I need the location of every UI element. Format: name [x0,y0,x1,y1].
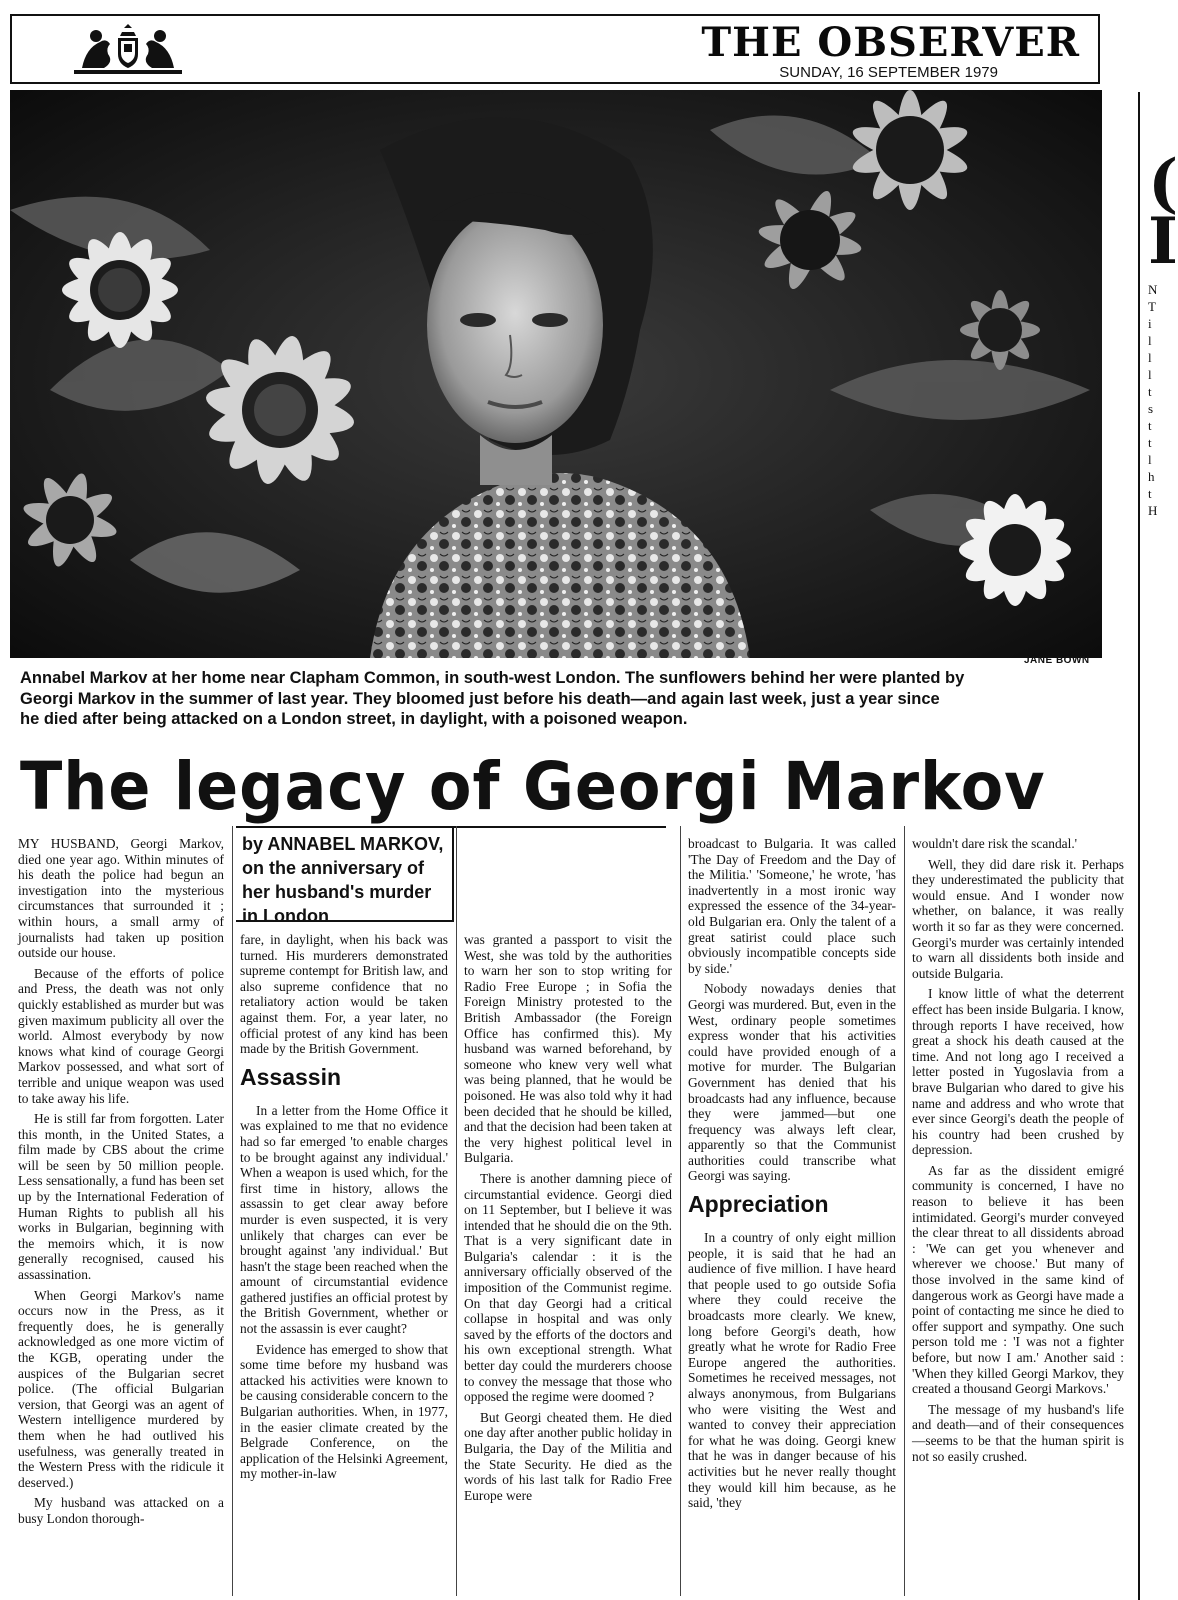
paragraph: was granted a passport to visit the West, she was told by the authorities to warn her son to stop writing for Radio Free Europe ; in Sofia the Foreign Ministry protested to the British Ambassador (the Foreign Office has confirmed this). My husband was warned beforehand, by someone who knew very well what was being planned, that he would be poisoned. He was also told why it had been decided that he should be killed, and that the decision had been taken at the very highest political level in Bulgaria. [464,932,672,1166]
fragment-char: t [1148,418,1152,433]
fragment-glyph: I [1148,204,1178,279]
paragraph: Nobody nowadays denies that Georgi was murdered. But, even in the West, ordinary people sometimes express wonder that his activities could have provided enough of a motive for murder. The Bulgarian Government has denied that his broadcasts had any influence, because they were jammed—but one frequency was always left clear, apparently so that the Communist authorities could transcribe what Georgi was saying. [688,981,896,1184]
paragraph: There is another damning piece of circumstantial evidence. Georgi died on 11 September, but I believe it was intended that he should die on the 9th. That is a very significant date in Bulgaria's calendar : it is the anniversary officially observed of the imposition of the Communist regime. On that day Georgi had a critical collapse in hospital and was only saved by the efforts of the doctors and his own exceptional strength. What better day could the murderers choose to convey the message that those who opposed the regime were doomed ? [464,1170,672,1405]
paragraph: The message of my husband's life and death—and of their consequences—seems to be that the human spirit is not so easily crushed. [912,1401,1124,1464]
article-column-4 [688,836,896,1516]
newspaper-title: THE OBSERVER [701,19,1080,66]
fragment-char: h [1148,469,1155,484]
fragment-char: t [1148,384,1152,399]
masthead [10,14,1100,84]
column-rule [904,826,905,1596]
fragment-char: N [1148,282,1158,297]
section-subheading: Assassin [240,1063,342,1090]
paragraph: He is still far from forgotten. Later this month, in the United States, a film made by CBS about the crime will be seen by 50 million people. Less sensationally, a fund has been set up by the International Federation of Human Rights to publish all his works in Bulgarian, beginning with the memoirs which, it is now generally recognised, caused his assassination. [18,1111,224,1283]
photo-credit: JANE BOWN [1024,655,1090,666]
paragraph: As far as the dissident emigré community is concerned, I have no reason to believe it has been intimidated. Georgi's murder conveyed the clear threat to all dissidents abroad : 'We can get you whenever and wherever we choose.' But many of those involved in the same kind of dangerous work as Georgi have made a point of contacting me since he died to offer support and sympathy. One such person told me : 'I was not a fighter before, but now I am.' Another said : 'When they killed Georgi Markov, they created a thousand Georgi Markovs.' [912,1162,1124,1397]
paragraph: Well, they did dare risk it. Perhaps they underestimated the publicity that would ensue. And I wonder now whether, on balance, it was really worth it so far as they were concerned. Georgi's murder was certainly intended to warn all dissidents both inside and outside Bulgaria. [912,856,1124,981]
paragraph: Evidence has emerged to show that some time before my husband was attacked his activities were known to be causing considerable concern to the Bulgarian authorities. When, in 1977, in the easier climate created by the Belgrade Conference, on the application of the Helsinki Agreement, my mother-in-law [240,1341,448,1482]
paragraph: When Georgi Markov's name occurs now in the Press, as it frequently does, he is generally acknowledged as one more victim of the KGB, operating under the auspices of the Bulgarian secret police. (The official Bulgarian version, that Georgi was an agent of Western intelligence murdered by them when he had outlived his usefulness, was generally treated in the Western Press with the ridicule it deserved.) [18,1287,224,1490]
column-rule [456,826,457,1596]
section-subheading: Appreciation [688,1191,829,1218]
fragment-char: l [1148,350,1152,365]
fragment-char: H [1148,503,1158,518]
fragment-char: s [1148,401,1154,416]
article-column-3 [464,932,672,1508]
article-column-2 [240,932,448,1487]
caption-line: Georgi Markov in the summer of last year. They bloomed just before his death—and again last week, just a year since [20,689,940,708]
fragment-glyph: ( [1148,146,1178,221]
adjacent-article-fragment [1138,92,1178,1600]
paragraph: My husband was attacked on a busy London thorough- [18,1495,224,1526]
article-column-5 [912,836,1124,1469]
column-rule [680,826,681,1596]
column-rule [232,826,233,1596]
paragraph: MY HUSBAND, Georgi Markov, died one year ago. Within minutes of his death the police had begun an investigation into the mysterious circumstances that surrounded it ; within hours, a small army of journalists had taken up position outside our house. [18,836,224,961]
paragraph: In a country of only eight million people, it is said that he had an audience of five million. I have heard that people used to go outside Sofia where they could receive the broadcasts more clearly. We knew, long before Georgi's death, how greatly what he wrote for Radio Free Europe angered the authorities. Sometimes he received messages, not always anonymous, from Bulgarians who were visiting the West and wanted to convey their appreciation for what he was doing. Georgi knew that he was in danger because of his activities but he never really thought they would kill him because, as he said, 'they [688,1230,896,1511]
paragraph: I know little of what the deterrent effect has been inside Bulgaria. I know, through reports I have received, how great a shock his death caused at the time. And not long ago I received a letter posted in Yugoslavia from a brave Bulgarian who dared to give his name and address and who wrote that ever since Georgi's death the people of his country had been crushed by depression. [912,986,1124,1158]
paragraph: fare, in daylight, when his back was turned. His murderers demonstrated supreme contempt for British law, and also supreme confidence that no retaliatory action would be taken against them. For, a year later, no official protest of any kind has been made by the British Government. [240,932,448,1057]
fragment-char: t [1148,435,1152,450]
fragment-char: T [1148,299,1156,314]
paragraph: In a letter from the Home Office it was explained to me that no evidence had so far emerged 'to enable charges to be brought against any individual.' When a weapon is used which, for the first time in history, allows the assassin to get clear away before murder is even suspected, it is very unlikely that charges can ever be brought against 'any individual.' But hasn't the stage been reached when the amount of circumstantial evidence gathered justifies an official protest by the British Government, whether or not the assassin is ever caught? [240,1102,448,1337]
article-headline: The legacy of Georgi Markov [20,748,1046,825]
article-column-1 [18,836,224,1532]
byline-box: by ANNABEL MARKOV, on the anniversary of her husband's murder in London [236,826,454,922]
fragment-char: i [1148,316,1152,331]
paragraph: broadcast to Bulgaria. It was called 'The Day of Freedom and the Day of the Militia.' 'Someone,' he wrote, 'has inadvertently in a most ironic way expressed the essence of the 34-year-old Bulgarian era. Only the talent of a great satirist could place such obviously incompatible concepts side by side.' [688,836,896,976]
portrait-with-sunflowers-image [10,90,1102,658]
caption-line: he died after being attacked on a London street, in daylight, with a poisoned weapon. [20,710,688,728]
paragraph: wouldn't dare risk the scandal.' [912,836,1078,851]
feature-photo [10,90,1102,658]
paragraph: Because of the efforts of police and Press, the death was not only quickly established as murder but was given maximum publicity all over the world. Almost everybody by now knows what kind of courage Georgi Markov possessed, and what sort of terrible and unique weapon was used to take away his life. [18,965,224,1106]
royal-coat-of-arms-icon [74,22,182,78]
caption-line: Annabel Markov at her home near Clapham Common, in south-west London. The sunflowers behind her were planted by [20,669,965,687]
fragment-char: t [1148,486,1152,501]
fragment-char: l [1148,452,1152,467]
fragment-char: l [1148,333,1152,348]
fragment-char: l [1148,367,1152,382]
paragraph: But Georgi cheated them. He died one day after another public holiday in Bulgaria, the Day of the Militia and the State Security. He died as the words of his last talk for Radio Free Europe were [464,1409,672,1503]
photo-caption [20,668,1110,730]
issue-date: SUNDAY, 16 SEPTEMBER 1979 [779,64,998,81]
